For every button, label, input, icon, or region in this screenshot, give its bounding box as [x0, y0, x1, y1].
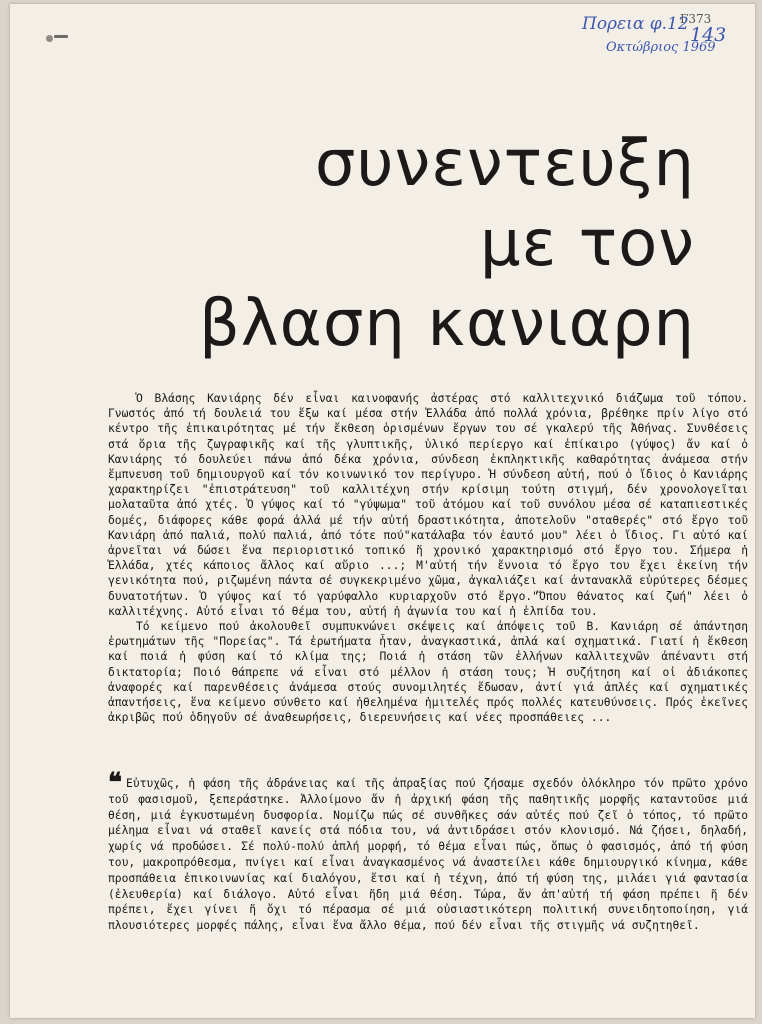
- page-number: 143: [690, 24, 727, 46]
- quote-paragraph: Εὐτυχῶς, ἡ φάση τῆς ἀδράνειας καί τῆς ἀπραξίας πού ζήσαμε σχεδόν ὁλόκληρο τόν πρῶτο χρόνο τοῦ φασισμοῦ, ξεπεράστηκε. Ἀλλοίμονο ἄν ἡ ἀρχική φάση τῆς παθητικῆς μορφῆς καταντοῦσε μιά θέση, μιά ἐγκυστωμένη δυσφορία. Νομίζω πώς σέ συνθῆκες σάν αὐτές πού ζεῖ ὁ τόπος, τό πρῶτο μέλημα εἶναι νά σταθεῖ κανείς στά πόδια του, νά ἀντιδράσει στόν κλονισμό. Νά ζήσει, δηλαδή, χωρίς νά προδώσει. Σέ πολύ-πολύ ἁπλή μορφή, τό θέμα εἶναι πώς, ὅπως ὁ φασισμός, ἀπό τή φύση του, μακροπρόθεσμα, πνίγει καί εἶναι ἀναγκασμένος νά ἀναστείλει κάθε δημιουργικό κίνημα, κάθε προσπάθεια ἐπικοινωνίας καί διαλόγου, ἔτσι καί ἡ τέχνη, ἀπό τή φύση της, μιλάει γιά φαντασία (ἐλευθερία) καί διάλογο. Αὐτό εἶναι ἤδη μιά θέση. Τώρα, ἄν ἀπ'αὐτή τή φάση πρέπει ἤ δέν πρέπει, ἔχει γίνει ἤ ὄχι τό πέρασμα σέ μιά οὐσιαστικότερη πολιτική συνειδητοποίηση, γιά πλουσιότερες μορφές πάλης, εἶναι ἕνα ἄλλο θέμα, πού δέν εἶναι τῆς στιγμῆς νά συζητηθεῖ.: [108, 777, 748, 933]
- archive-number: Γ373: [680, 12, 712, 26]
- intro-paragraph: Ὁ Βλάσης Κανιάρης δέν εἶναι καινοφανής ἀστέρας στό καλλιτεχνικό διάζωμα τοῦ τόπου. Γνωστός ἀπό τή δουλειά του ἔξω καί μέσα στήν Ἑλλάδα ἀπό πολλά χρόνια, βρέθηκε πρίν λίγο στό κέντρο τῆς ἐπικαιρότητας μέ τήν ἔκθεση ὁρισμένων ἔργων του σέ γκαλερύ τῆς Ἀθήνας. Συνθέσεις στά ὅρια τῆς ζωγραφικῆς καί τῆς γλυπτικῆς, ὑλικό περίεργο καί ἐπίκαιρο (γύψος) ἄν καί ὁ Κανιάρης τό δουλεύει πάνω ἀπό δέκα χρόνια, σύνδεση ἐκπληκτικῆς καθαρότητας ἀνάμεσα στήν ἔμπνευση τοῦ δημιουργοῦ καί τόν κοινωνικό τον περίγυρο. Ἡ σύνδεση αὐτή, πού ὁ ἴδιος ὁ Κανιάρης χαρακτηρίζει "ἐπιστράτευση" τοῦ καλλιτέχνη στήν κρίσιμη τούτη στιγμή, δέν χρονολογεῖται μολαταῦτα ἀπό χτές. Ὁ γύψος καί τό "γύψωμα" τοῦ ἀτόμου καί τοῦ συνόλου μέσα σέ καταπιεστικές δομές, διάφορες κάθε φορά ἀλλά μέ τήν αὐτή δραστικότητα, ἀποτελοῦν "σταθερές" στό ἔργο τοῦ Κανιάρη ἀπό παλιά, πολύ παλιά, ἀπό τότε πού"κατάλαβα τόν ἑαυτό μου" λέει ὁ ἴδιος. Γι αὐτό καί ἀρνεῖται νά δώσει ἕνα περιοριστικό τοπικό ἤ χρονικό χαρακτηρισμό στό ἔργο του. Σήμερα ἡ Ἑλλάδα, χτές κάποιος ἄλλος καί αὔριο ...; Μ'αὐτή τήν ἔννοια τό ἔργο του ἔχει ἐκείνη τήν γενικότητα πού, ριζωμένη πάντα σέ συγκεκριμένο χῶμα, ἀγκαλιάζει καί ἀντανακλᾶ εὐρύτερες δέσμες δυνατοτήτων. Ὁ γύψος καί τό γαρύφαλλο κυριαρχοῦν στό ἔργο."Ὅπου θάνατος καί ζωή" λέει ὁ καλλιτέχνης. Αὐτό εἶναι τό θέμα του, αὐτή ἡ ἀγωνία του καί ἡ ἐλπίδα του.: [108, 392, 748, 618]
- title-line-2: με τον: [479, 207, 695, 281]
- article-title: [175, 124, 695, 364]
- document-page: [10, 4, 755, 1018]
- punch-hole: [46, 35, 53, 42]
- staple-mark: [54, 35, 68, 38]
- handwritten-date: Οκτώβριος 1969: [606, 40, 716, 55]
- handwritten-publication: Πορεια φ.12: [582, 14, 689, 34]
- title-line-1: συνεντευξη: [314, 127, 695, 201]
- interview-quote: [108, 768, 748, 934]
- second-paragraph: Τό κείμενο πού ἀκολουθεῖ συμπυκνώνει σκέψεις καί ἀπόψεις τοῦ Β. Κανιάρη σέ ἀπάντηση ἐρωτημάτων τῆς "Πορείας". Τά ἐρωτήματα ἦταν, ἀναγκαστικά, ἁπλά καί σχηματικά. Γιατί ἡ ἔκθεση καί ποιά ἡ φύση καί τό κλίμα της; Ποιά ἡ στάση τῶν ἑλλήνων καλλιτεχνῶν ἀπέναντι στή δικτατορία; Ποιό θάπρεπε νά εἶναι στό μέλλον ἡ στάση τους; Ἡ συζήτηση καί οἱ ἀδιάκοπες ἀναφορές καί παρενθέσεις ἀνάμεσα στούς συνομιλητές ἔδωσαν, ἀντί γιά ἁπλές καί σχηματικές ἀπαντήσεις, ἕνα κείμενο σύνθετο καί ἠθελημένα ἡμιτελές πρός πολλές κατευθύνσεις. Πρός ἐκεῖνες ἀκριβῶς πού ὁδηγοῦν σέ ἀναθεωρήσεις, διερευνήσεις καί νέες προσπάθειες ...: [108, 620, 748, 725]
- title-line-3: βλαση κανιαρη: [198, 287, 695, 361]
- intro-text: [108, 391, 748, 725]
- quote-mark-icon: ❝: [108, 768, 122, 798]
